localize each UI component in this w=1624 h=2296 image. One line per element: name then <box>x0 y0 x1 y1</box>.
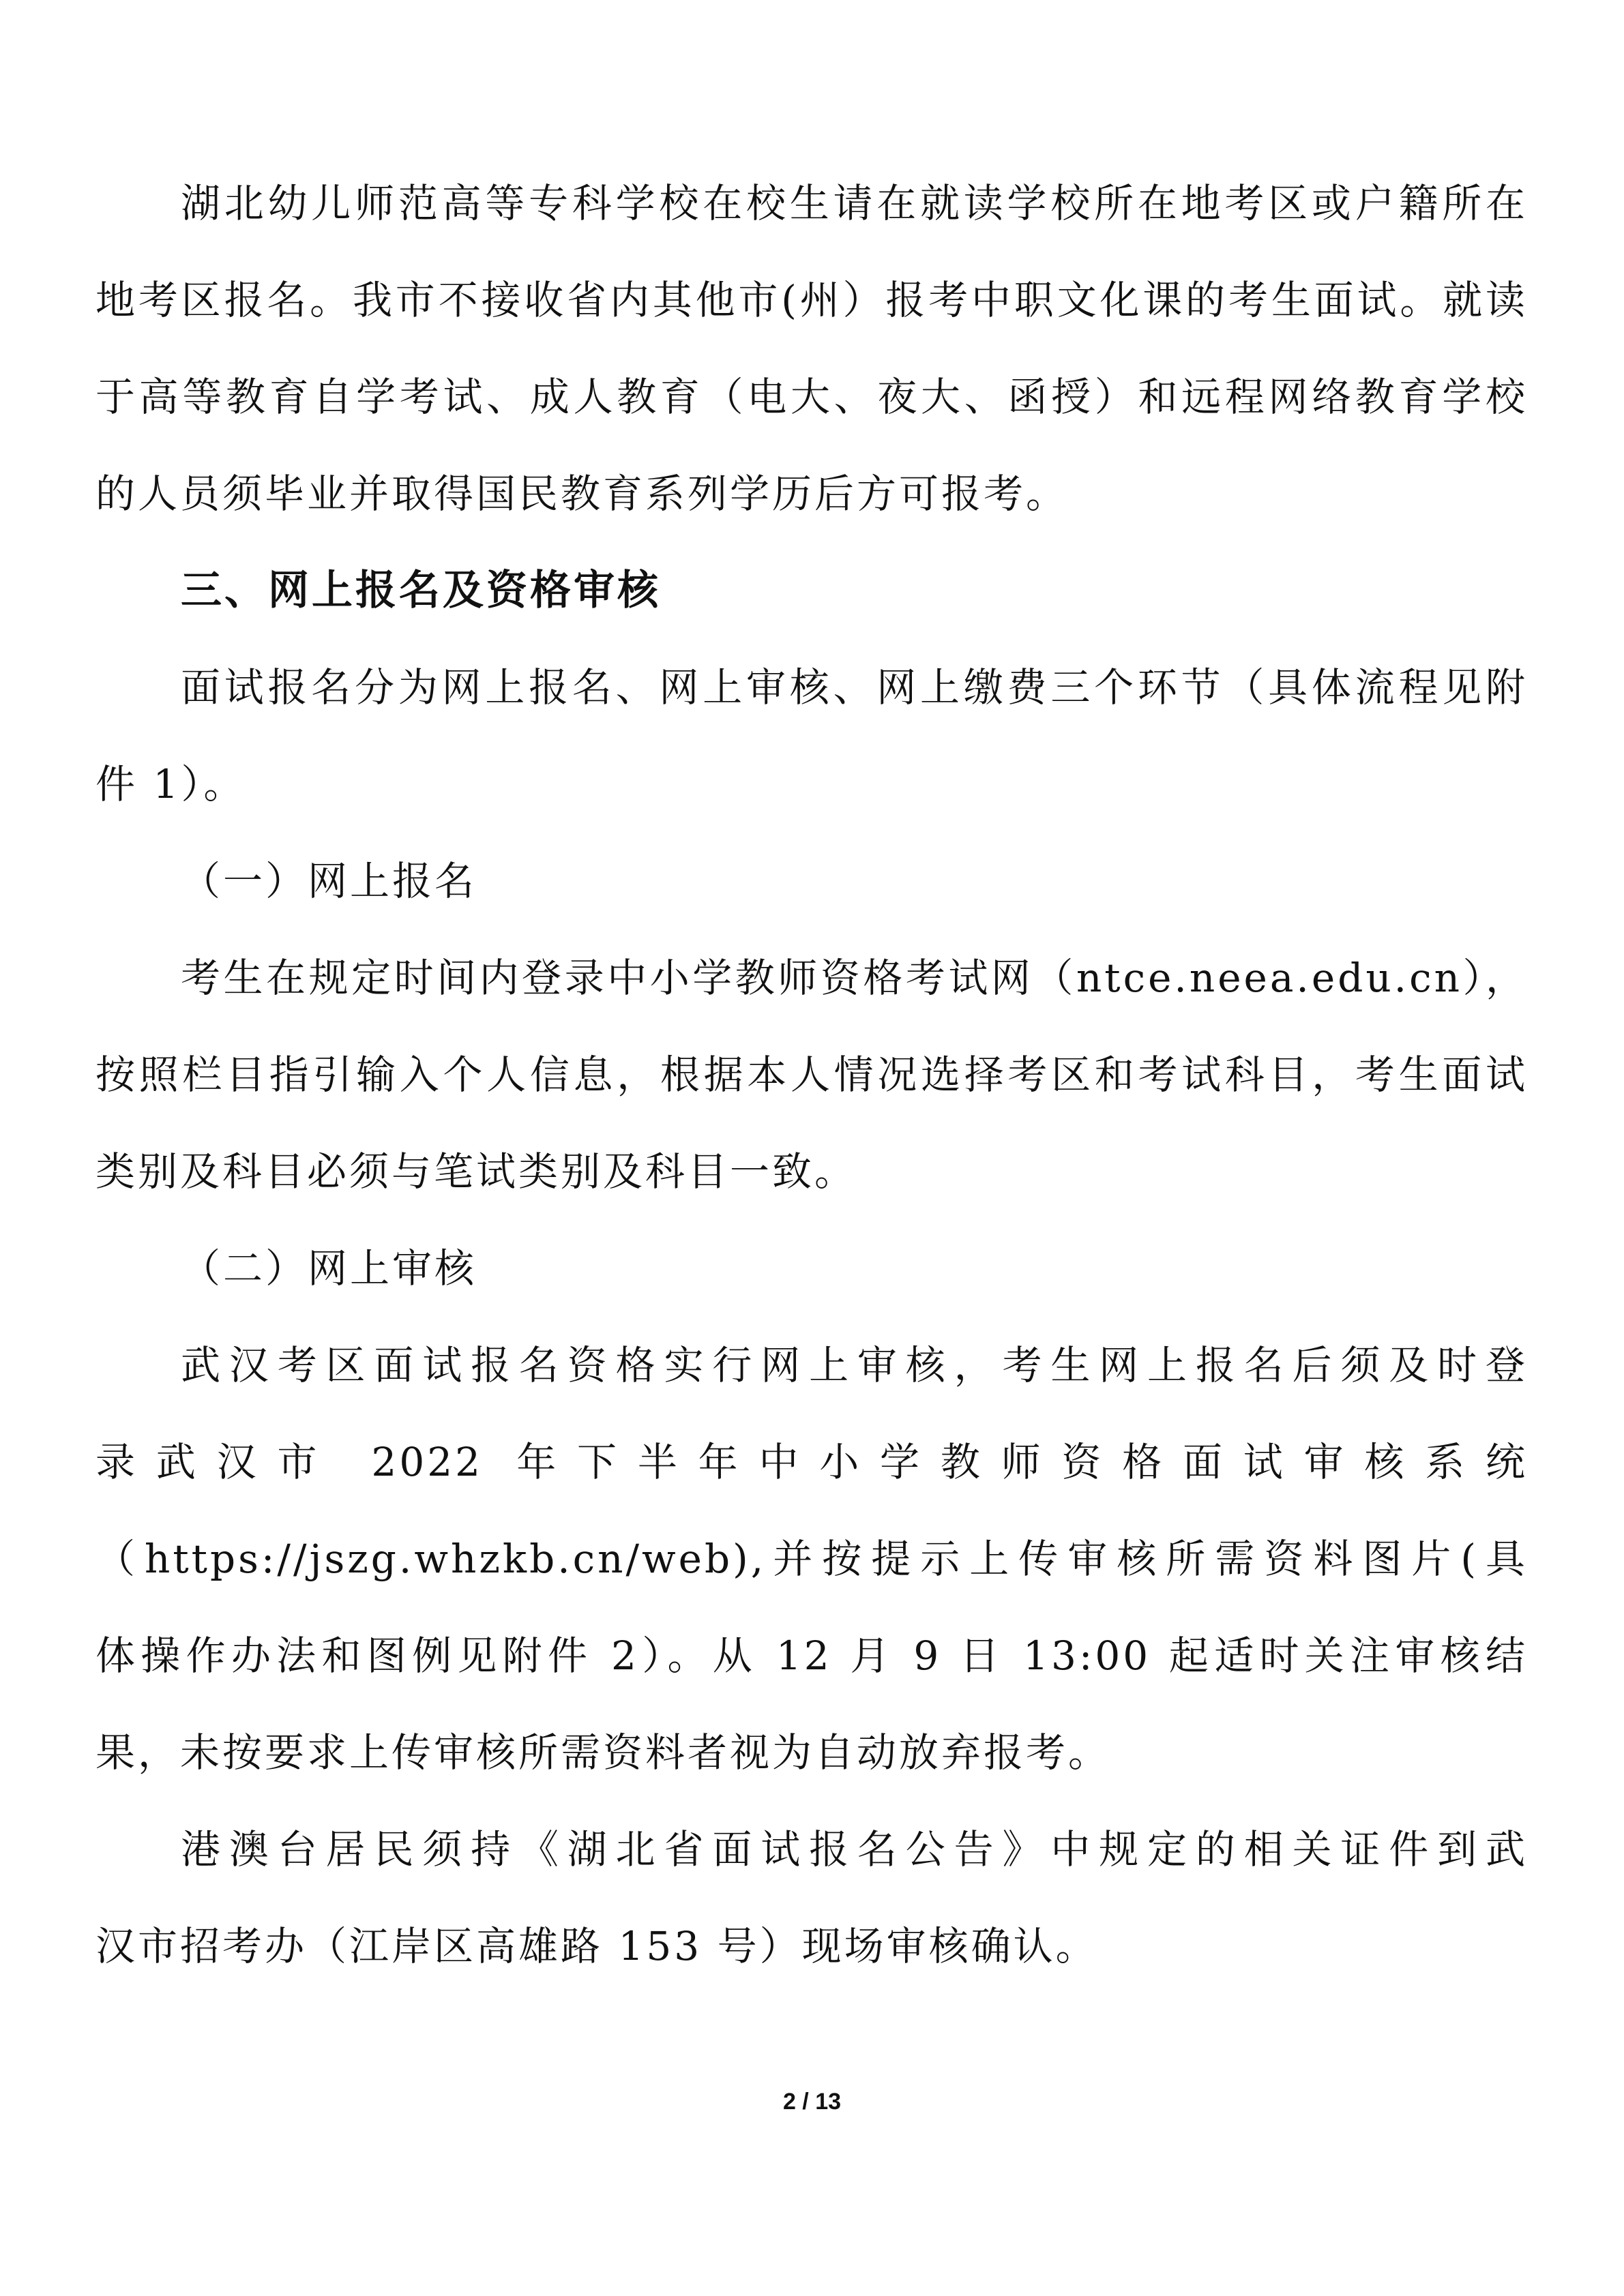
paragraph-line: 件 1）。 <box>95 761 246 807</box>
paragraph-line: 湖北幼儿师范高等专科学校在校生请在就读学校所在地考区或户籍所在 <box>181 180 1528 226</box>
paragraph-line: 港澳台居民须持《湖北省面试报名公告》中规定的相关证件到武 <box>181 1826 1528 1873</box>
paragraph-line: 考生在规定时间内登录中小学教师资格考试网（ntce.neea.edu.cn）， <box>181 955 1528 1001</box>
section-heading: 三、网上报名及资格审核 <box>181 567 661 614</box>
paragraph-line: 地考区报名。我市不接收省内其他市(州）报考中职文化课的考生面试。就读 <box>95 277 1528 323</box>
paragraph-line: 汉市招考办（江岸区高雄路 153 号）现场审核确认。 <box>95 1923 1098 1969</box>
paragraph-line: 果，未按要求上传审核所需资料者视为自动放弃报考。 <box>95 1729 1111 1776</box>
paragraph-line: 的人员须毕业并取得国民教育系列学历后方可报考。 <box>95 471 1069 517</box>
paragraph-line: 于高等教育自学考试、成人教育（电大、夜大、函授）和远程网络教育学校 <box>95 374 1528 420</box>
paragraph-line: 按照栏目指引输入个人信息，根据本人情况选择考区和考试科目，考生面试 <box>95 1052 1528 1098</box>
paragraph-line: （https://jszg.whzkb.cn/web),并按提示上传审核所需资料图片(具 <box>95 1536 1528 1582</box>
page-number: 2 / 13 <box>782 2089 842 2115</box>
paragraph-line: 类别及科目必须与笔试类别及科目一致。 <box>95 1148 857 1195</box>
paragraph-line: 面试报名分为网上报名、网上审核、网上缴费三个环节（具体流程见附 <box>181 664 1528 711</box>
paragraph-line: 武汉考区面试报名资格实行网上审核，考生网上报名后须及时登 <box>181 1342 1528 1388</box>
paragraph-line: 录武汉市 2022 年下半年中小学教师资格面试审核系统 <box>95 1439 1528 1485</box>
subsection-heading: （二）网上审核 <box>181 1245 477 1292</box>
subsection-heading: （一）网上报名 <box>181 858 477 904</box>
paragraph-line: 体操作办法和图例见附件 2）。从 12 月 9 日 13:00 起适时关注审核结 <box>95 1632 1528 1679</box>
